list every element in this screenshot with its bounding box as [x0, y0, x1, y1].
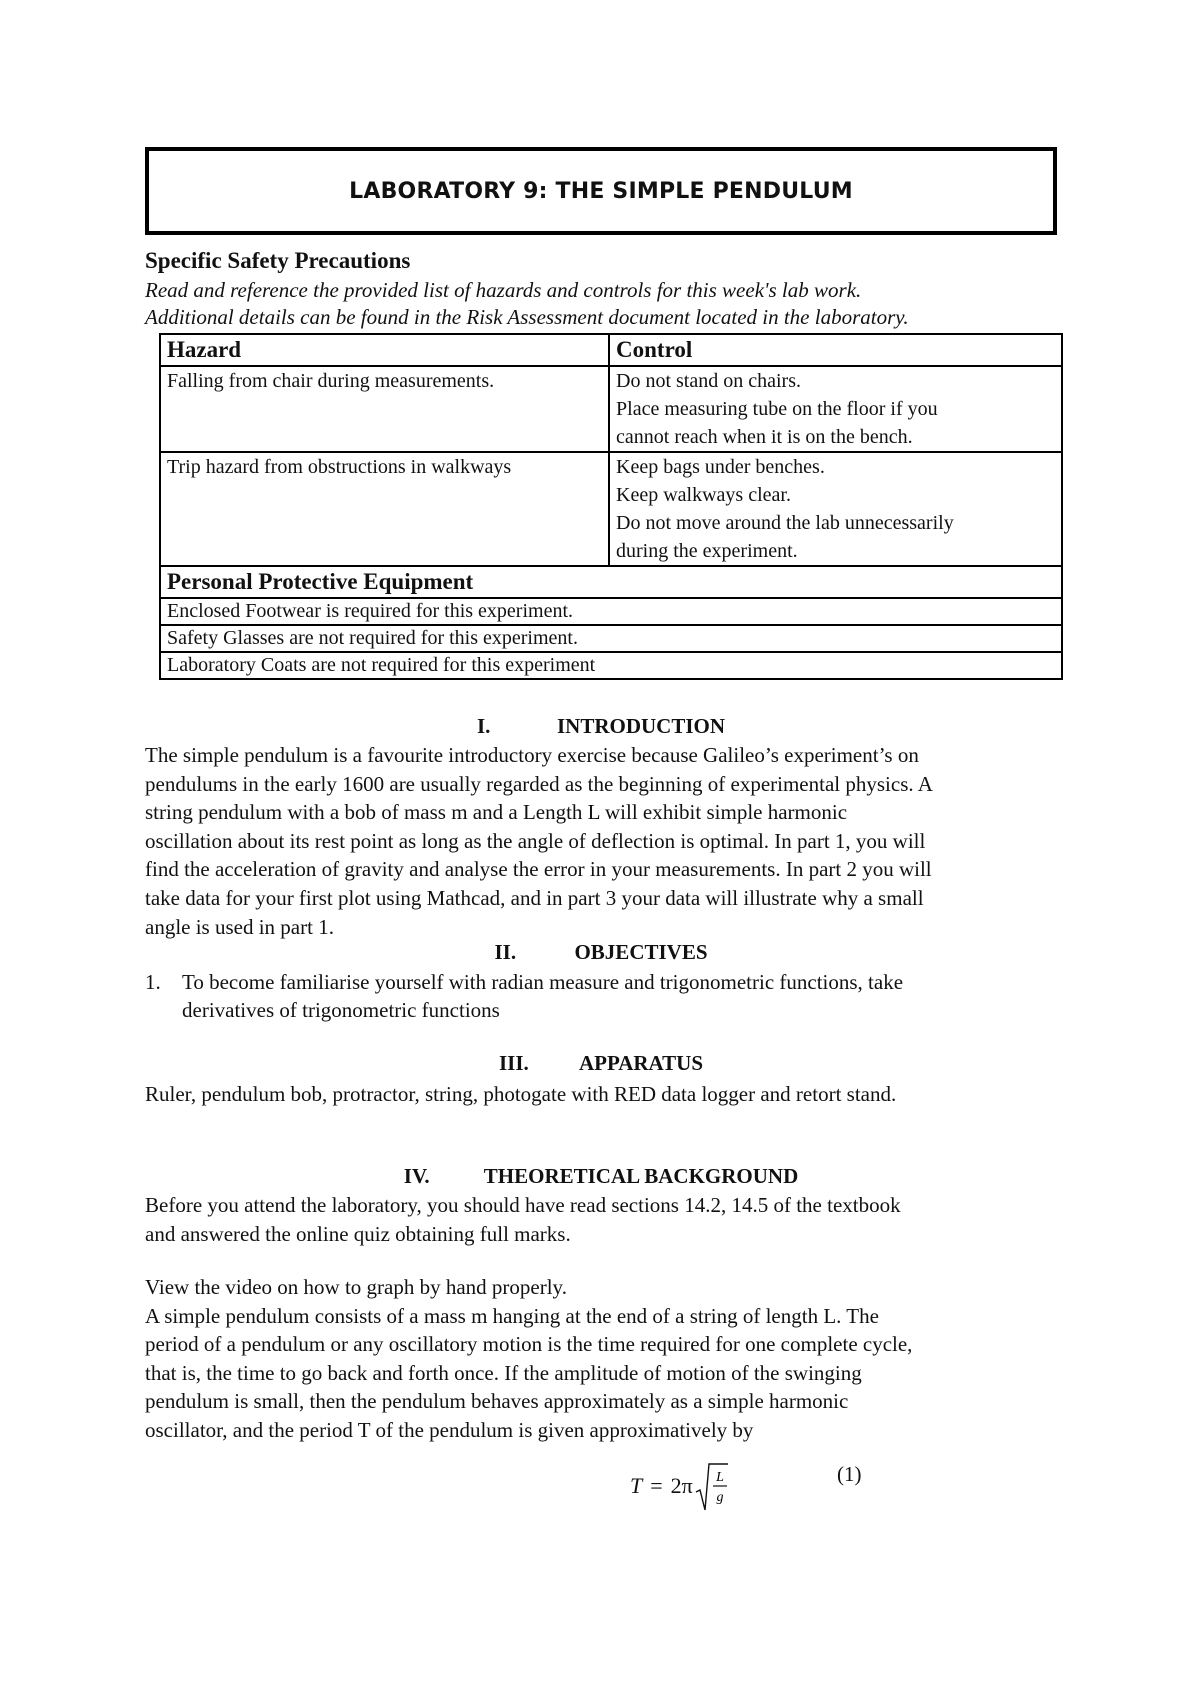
theory-paragraph: [145, 1273, 1065, 1445]
section-heading-theory: [145, 1164, 1057, 1189]
table-row: [160, 366, 1062, 452]
control-line: Place measuring tube on the floor if you: [616, 398, 938, 420]
control-line: cannot reach when it is on the bench.: [616, 426, 913, 448]
table-row: [160, 452, 1062, 566]
section-number: II.: [494, 940, 517, 964]
safety-intro-line: Read and reference the provided list of hazards and controls for this week's lab work.: [145, 278, 862, 302]
text-line: find the acceleration of gravity and analyse the error in your measurements. In part 2 you will: [145, 857, 932, 882]
control-line: Keep bags under benches.: [616, 456, 825, 478]
section-number: I.: [476, 714, 491, 738]
control-line: Keep walkways clear.: [616, 484, 791, 506]
text-line: oscillation about its rest point as long as the angle of deflection is optimal. In part 1, you will: [145, 828, 926, 853]
formula-lhs: T: [630, 1473, 643, 1498]
section-title: OBJECTIVES: [574, 940, 708, 964]
text-line: To become familiarise yourself with radian measure and trigonometric functions, take: [182, 970, 904, 994]
pendulum-period-formula: [630, 1460, 729, 1512]
formula-numerator: L: [715, 1470, 724, 1485]
control-cell: [609, 366, 1062, 452]
text-line: oscillator, and the period T of the pendulum is given approximatively by: [145, 1417, 754, 1442]
section-number: III.: [498, 1051, 529, 1075]
text-line: and answered the online quiz obtaining full marks.: [145, 1221, 571, 1246]
text-line: derivatives of trigonometric functions: [182, 998, 500, 1022]
square-root-sign: [693, 1460, 729, 1512]
title-box: [145, 147, 1057, 235]
text-line: take data for your first plot using Mathcad, and in part 3 your data will illustrate why a small: [145, 885, 924, 910]
ppe-item: Laboratory Coats are not required for this experiment: [160, 652, 1062, 679]
ppe-item: Safety Glasses are not required for this experiment.: [160, 625, 1062, 652]
text-line: that is, the time to go back and forth once. If the amplitude of motion of the swinging: [145, 1360, 862, 1385]
control-line: during the experiment.: [616, 540, 798, 562]
control-cell: [609, 452, 1062, 566]
section-title: APPARATUS: [578, 1051, 704, 1075]
control-column-header: Control: [609, 334, 1062, 366]
equation-number: (1): [837, 1462, 862, 1486]
formula-denominator: g: [716, 1490, 724, 1505]
section-heading-introduction: [145, 714, 1057, 739]
section-heading-objectives: [145, 940, 1057, 965]
apparatus-text: [145, 1080, 1065, 1109]
ppe-item: Enclosed Footwear is required for this experiment.: [160, 598, 1062, 625]
hazard-cell: Falling from chair during measurements.: [160, 366, 609, 452]
safety-heading: Specific Safety Precautions: [145, 248, 411, 273]
hazard-column-header: Hazard: [160, 334, 609, 366]
text-line: pendulum is small, then the pendulum behaves approximately as a simple harmonic: [145, 1389, 849, 1414]
section-title: INTRODUCTION: [556, 714, 726, 738]
formula-coefficient: 2π: [670, 1473, 693, 1498]
safety-intro-line: Additional details can be found in the Risk Assessment document located in the laboratory.: [145, 305, 909, 329]
text-line: string pendulum with a bob of mass m and a Length L will exhibit simple harmonic: [145, 800, 848, 825]
ppe-heading: Personal Protective Equipment: [160, 566, 1062, 598]
text-line: View the video on how to graph by hand properly.: [145, 1275, 567, 1299]
section-heading-apparatus: [145, 1051, 1057, 1076]
theory-paragraph: [145, 1191, 1065, 1248]
hazard-cell: Trip hazard from obstructions in walkways: [160, 452, 609, 566]
text-line: pendulums in the early 1600 are usually regarded as the beginning of experimental physics. A: [145, 771, 933, 796]
text-line: A simple pendulum consists of a mass m hanging at the end of a string of length L. The: [145, 1303, 879, 1328]
section-number: IV.: [403, 1164, 430, 1188]
section-title: THEORETICAL BACKGROUND: [483, 1164, 799, 1188]
hazard-table: [159, 333, 1063, 680]
text-line: The simple pendulum is a favourite introductory exercise because Galileo’s experiment’s on: [145, 743, 919, 767]
text-line: Ruler, pendulum bob, protractor, string, photogate with RED data logger and retort stand.: [145, 1082, 897, 1106]
objective-item: [145, 968, 1065, 1028]
objective-number: 1.: [145, 970, 161, 994]
text-line: angle is used in part 1.: [145, 914, 334, 939]
control-line: Do not move around the lab unnecessarily: [616, 512, 954, 534]
page-title: LABORATORY 9: THE SIMPLE PENDULUM: [349, 178, 853, 204]
introduction-paragraph: [145, 741, 1065, 941]
text-line: Before you attend the laboratory, you should have read sections 14.2, 14.5 of the textbook: [145, 1193, 901, 1217]
text-line: period of a pendulum or any oscillatory motion is the time required for one complete cycle,: [145, 1332, 913, 1357]
control-line: Do not stand on chairs.: [616, 370, 801, 392]
formula-equals: =: [650, 1473, 663, 1498]
